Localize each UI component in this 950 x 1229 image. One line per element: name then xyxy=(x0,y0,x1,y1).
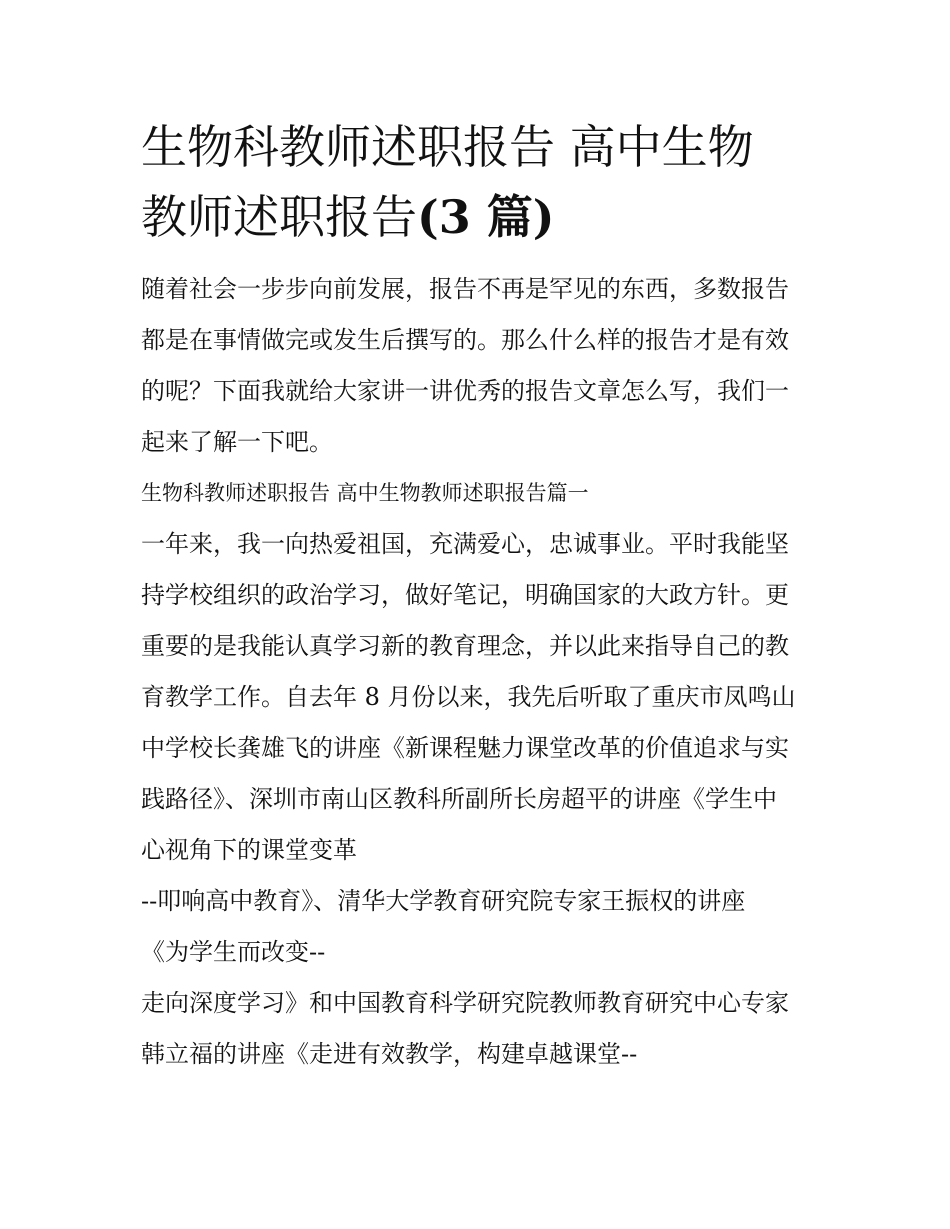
title-number: 3 xyxy=(438,190,471,244)
body-line: 韩立福的讲座《走进有效教学，构建卓越课堂-- xyxy=(141,1040,638,1068)
title-line-1: 生物科教师述职报告 高中生物 xyxy=(141,120,754,174)
body-line: 随着社会一步步向前发展，报告不再是罕见的东西，多数报告 xyxy=(141,275,789,303)
section-heading: 生物科教师述职报告 高中生物教师述职报告篇一 xyxy=(141,481,589,505)
body-line: 走向深度学习》和中国教育科学研究院教师教育研究中心专家 xyxy=(141,989,789,1017)
body-line: 重要的是我能认真学习新的教育理念，并以此来指导自己的教 xyxy=(141,632,789,660)
body-line: --叩响高中教育》、清华大学教育研究院专家王振权的讲座 xyxy=(141,887,746,915)
title-line-2 xyxy=(141,182,813,252)
body-line: 持学校组织的政治学习，做好笔记，明确国家的大政方针。更 xyxy=(141,581,789,609)
body-line: 都是在事情做完或发生后撰写的。那么什么样的报告才是有效 xyxy=(141,326,789,354)
body-line: 一年来，我一向热爱祖国，充满爱心，忠诚事业。平时我能坚 xyxy=(141,530,789,558)
body-line: 中学校长龚雄飞的讲座《新课程魅力课堂改革的价值追求与实 xyxy=(141,734,789,762)
title-line-2-suffix: 篇) xyxy=(470,190,555,244)
title-paren-open: ( xyxy=(417,190,439,244)
body-line: 践路径》、深圳市南山区教科所副所长房超平的讲座《学生中 xyxy=(141,785,777,813)
body-line: 心视角下的课堂变革 xyxy=(141,836,357,864)
document-body xyxy=(141,264,813,1080)
body-line: 育教学工作。自去年 8 月份以来，我先后听取了重庆市凤鸣山 xyxy=(141,683,796,711)
body-line: 的呢？下面我就给大家讲一讲优秀的报告文章怎么写，我们一 xyxy=(141,377,789,405)
body-line: 起来了解一下吧。 xyxy=(141,428,333,456)
title-line-2-prefix: 教师述职报告 xyxy=(141,190,417,244)
document-content xyxy=(141,112,813,1080)
document-title xyxy=(141,112,813,252)
body-line: 《为学生而改变-- xyxy=(141,938,326,966)
